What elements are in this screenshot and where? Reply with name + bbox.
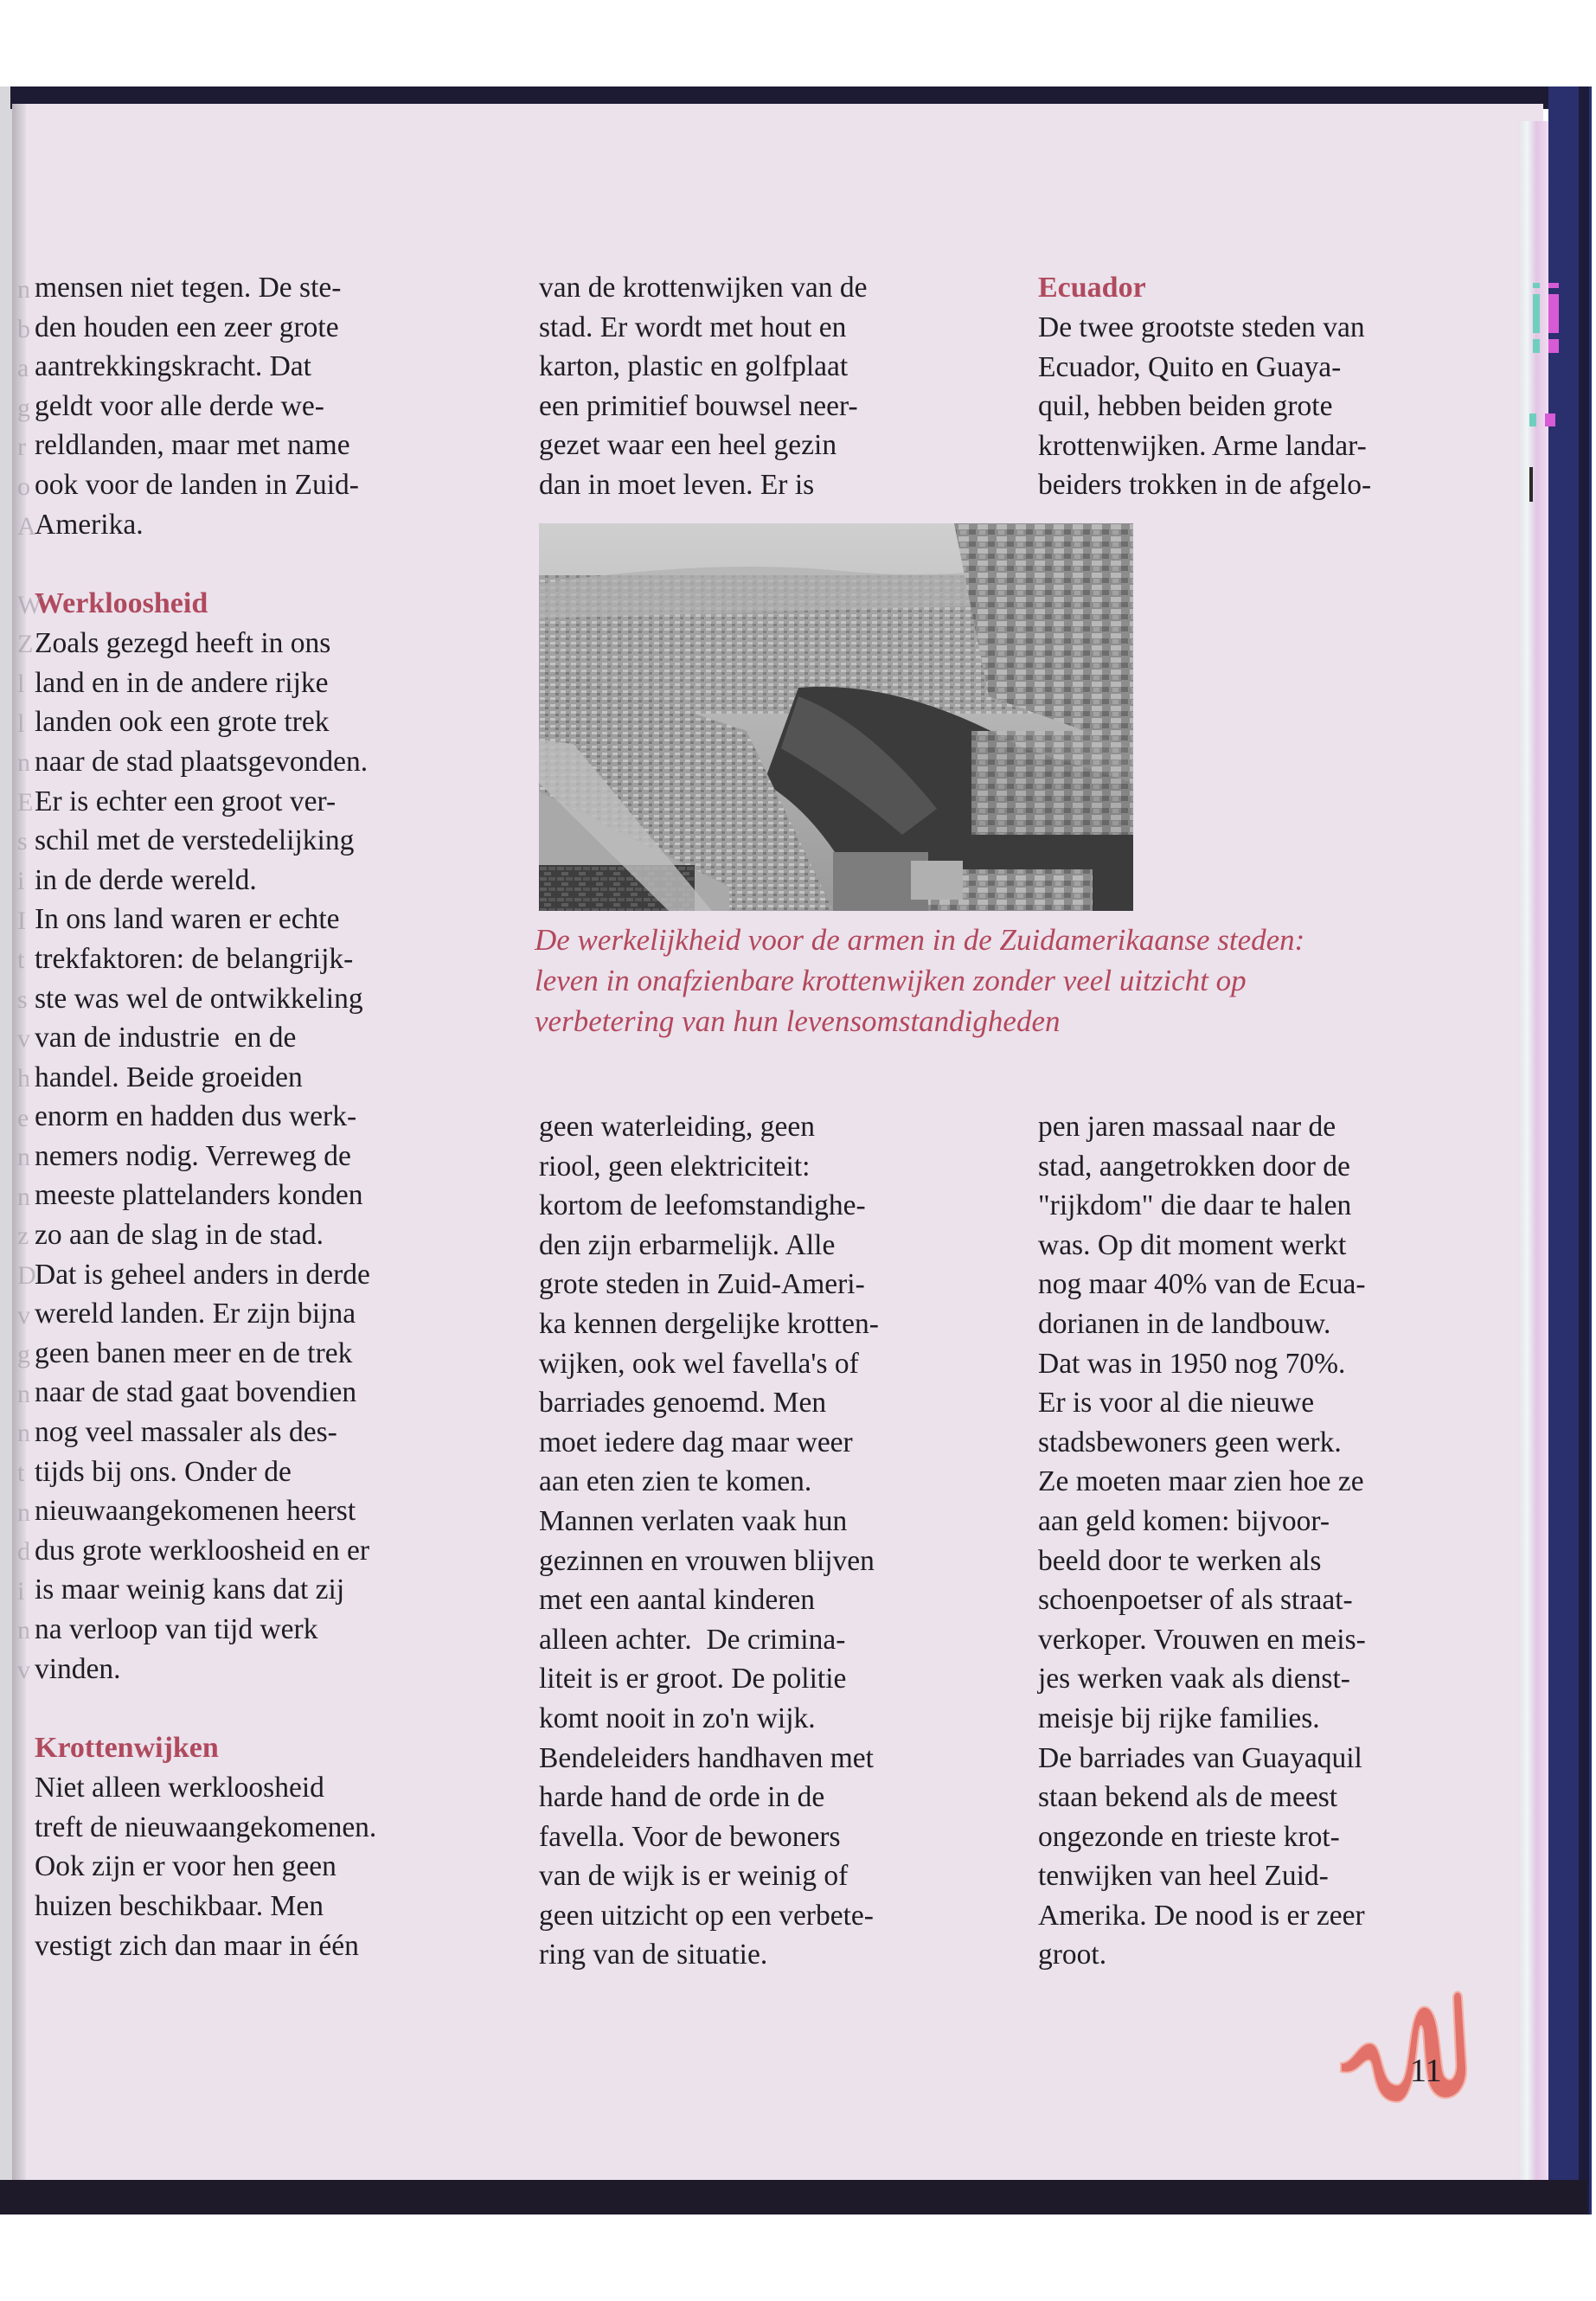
text-line: krottenwijken. Arme landar- (1038, 429, 1367, 462)
text-line: ka kennen dergelijke krotten- (539, 1307, 879, 1340)
text-line: staan bekend als de meest (1038, 1781, 1338, 1814)
index-tab-teal (1529, 413, 1536, 426)
text-line: landen ook een grote trek (35, 706, 330, 739)
text-line: favella. Voor de bewoners (539, 1820, 841, 1853)
column-2-top (539, 268, 1006, 505)
bleed-letter: n (17, 748, 30, 778)
text-line: kortom de leefomstandighe- (539, 1189, 866, 1222)
bleed-letter: W (17, 590, 42, 619)
book-spine-edge (1579, 87, 1589, 2214)
bleed-letter: D (17, 1261, 36, 1290)
text-line: van de krottenwijken van de (539, 272, 868, 304)
column-3-bottom (1038, 1107, 1505, 1975)
text-line: Niet alleen werkloosheid (35, 1772, 324, 1804)
text-line: alleen achter. De crimina- (539, 1623, 846, 1656)
text-line: wereld landen. Er zijn bijna (35, 1298, 356, 1330)
column-2-bottom (539, 1107, 1006, 1975)
text-line: handel. Beide groeiden (35, 1061, 303, 1093)
bleed-letter: d (17, 1537, 30, 1567)
section-heading-werkloosheid: Werkloosheid (35, 587, 208, 620)
bleed-letter: n (17, 1419, 30, 1448)
text-line: ook voor de landen in Zuid- (35, 468, 359, 501)
text-line: aan eten zien te komen. (539, 1465, 812, 1498)
caption-line: De werkelijkheid voor de armen in de Zuidamerikaanse steden: (535, 923, 1305, 957)
index-tab-pink (1548, 339, 1559, 353)
section-heading-ecuador: Ecuador (1038, 272, 1146, 304)
bleed-letter: b (17, 314, 30, 343)
text-line: met een aantal kinderen (539, 1584, 816, 1617)
text-line: na verloop van tijd werk (35, 1613, 318, 1645)
text-line: tenwijken van heel Zuid- (1038, 1860, 1329, 1893)
column-2-bottom-body (539, 1107, 1006, 1975)
column-1-intro (35, 268, 502, 544)
text-line: in de derde wereld. (35, 863, 257, 896)
bleed-letter: g (17, 1340, 30, 1369)
bleed-letter: l (17, 670, 25, 698)
text-line: trekfaktoren: de belangrijk- (35, 942, 354, 975)
bleed-letter: t (17, 1458, 25, 1487)
text-line: nog veel massaler als des- (35, 1416, 337, 1449)
text-line: jes werken vaak als dienst- (1038, 1663, 1350, 1695)
text-line: den houden een zeer grote (35, 311, 339, 343)
wave-logo-icon (1336, 1981, 1484, 2111)
bleed-letter: n (17, 1497, 30, 1527)
bleed-letter: r (17, 433, 26, 462)
text-line: Mannen verlaten vaak hun (539, 1504, 848, 1537)
text-line: Ze moeten maar zien hoe ze (1038, 1465, 1364, 1498)
text-line: nog maar 40% van de Ecua- (1038, 1268, 1366, 1301)
text-line: gezinnen en vrouwen blijven (539, 1544, 875, 1577)
text-line: karton, plastic en golfplaat (539, 350, 849, 383)
text-line: Er is voor al die nieuwe (1038, 1387, 1315, 1420)
text-line: aan geld komen: bijvoor- (1038, 1504, 1330, 1537)
column-3-top (1038, 268, 1505, 505)
text-line: Dat was in 1950 nog 70%. (1038, 1347, 1346, 1380)
index-tab-dark (1529, 467, 1533, 502)
section-krottenwijken-body (35, 1768, 502, 1965)
text-line: vestigt zich dan maar in één (35, 1929, 359, 1962)
index-tab-pink (1545, 413, 1555, 426)
text-line: geen uitzicht op een verbete- (539, 1899, 874, 1932)
text-line: grote steden in Zuid-Ameri- (539, 1268, 865, 1301)
text-line: quil, hebben beiden grote (1038, 390, 1333, 423)
text-line: reldlanden, maar met name (35, 429, 350, 462)
caption-line: leven in onafzienbare krottenwijken zonder veel uitzicht op (535, 964, 1247, 997)
text-line: Ecuador, Quito en Guaya- (1038, 350, 1342, 383)
text-line: ste was wel de ontwikkeling (35, 982, 363, 1015)
bleed-letter: v (17, 1024, 30, 1054)
text-line: dorianen in de landbouw. (1038, 1307, 1331, 1340)
text-line: pen jaren massaal naar de (1038, 1111, 1336, 1143)
bleed-letter: e (17, 1103, 29, 1132)
text-line: van de industrie en de (35, 1022, 297, 1054)
bleed-letter: l (17, 708, 25, 738)
bleed-letter: g (17, 393, 30, 422)
text-line: geldt voor alle derde we- (35, 389, 324, 422)
book-cover-bottom (0, 2180, 1587, 2214)
text-line: was. Op dit moment werkt (1038, 1228, 1347, 1261)
text-line: barriades genoemd. Men (539, 1387, 827, 1420)
text-line: aantrekkingskracht. Dat (35, 350, 311, 383)
text-line: beiders trokken in de afgelo- (1038, 469, 1372, 502)
text-line: naar de stad gaat bovendien (35, 1376, 357, 1409)
bleed-letter: h (17, 1064, 30, 1093)
index-tab-teal (1533, 283, 1540, 288)
text-line: In ons land waren er echte (35, 903, 340, 936)
section-werkloosheid-body (35, 624, 502, 1689)
text-line: een primitief bouwsel neer- (539, 389, 858, 422)
logo-wave-shape (1341, 1992, 1466, 2103)
text-line: huizen beschikbaar. Men (35, 1889, 324, 1922)
text-line: Amerika. (35, 508, 144, 541)
text-line: harde hand de orde in de (539, 1781, 825, 1814)
text-line: geen waterleiding, geen (539, 1111, 816, 1143)
column-3-top-body (1038, 308, 1505, 505)
column-1 (35, 268, 502, 1965)
slum-photo (539, 523, 1133, 911)
section-heading-krottenwijken: Krottenwijken (35, 1732, 219, 1765)
text-line: tijds bij ons. Onder de (35, 1455, 292, 1488)
bleed-letter: s (17, 827, 28, 856)
bleed-letter: z (17, 1221, 29, 1251)
photo-caption (535, 920, 1503, 1042)
text-line: stadsbewoners geen werk. (1038, 1426, 1342, 1458)
text-line: nieuwaangekomenen heerst (35, 1495, 356, 1528)
caption-line: verbetering van hun levensomstandigheden (535, 1004, 1061, 1038)
text-line: Er is echter een groot ver- (35, 785, 337, 817)
text-line: dus grote werkloosheid en er (35, 1534, 370, 1567)
text-line: is maar weinig kans dat zij (35, 1574, 345, 1606)
page-edge-stack (1518, 121, 1548, 2180)
bleed-letter: n (17, 1616, 30, 1645)
bleed-letter: a (17, 354, 29, 383)
bleed-letter: Z (17, 630, 34, 659)
bleed-letter: n (17, 1143, 30, 1172)
text-line: enorm en hadden dus werk- (35, 1100, 357, 1133)
index-tab-teal (1533, 294, 1540, 333)
index-tab-pink (1548, 294, 1559, 333)
bleed-letter: E (17, 787, 34, 817)
text-line: gezet waar een heel gezin (539, 429, 837, 462)
text-line: stad, aangetrokken door de (1038, 1150, 1350, 1183)
text-line: schil met de verstedelijking (35, 824, 355, 857)
text-line: groot. (1038, 1939, 1107, 1971)
bleed-letter: i (17, 1576, 25, 1606)
text-line: meeste plattelanders konden (35, 1179, 363, 1212)
text-line: riool, geen elektriciteit: (539, 1150, 811, 1183)
text-line: van de wijk is er weinig of (539, 1860, 849, 1893)
column-3-bottom-body (1038, 1107, 1505, 1975)
bleed-letter: s (17, 984, 28, 1014)
text-line: De twee grootste steden van (1038, 311, 1365, 343)
text-line: vinden. (35, 1652, 121, 1685)
bleed-letter: o (17, 472, 30, 501)
slum-photo-image (539, 523, 1133, 911)
bleed-letter: i (17, 867, 25, 895)
index-tab-pink (1548, 283, 1559, 288)
text-line: mensen niet tegen. De ste- (35, 272, 342, 304)
text-line: ongezonde en trieste krot- (1038, 1820, 1340, 1853)
text-line: komt nooit in zo'n wijk. (539, 1702, 816, 1734)
bleed-letter: A (17, 511, 36, 541)
bleed-letter: n (17, 1379, 30, 1408)
text-line: land en in de andere rijke (35, 666, 329, 699)
text-line: beeld door te werken als (1038, 1544, 1322, 1577)
text-line: wijken, ook wel favella's of (539, 1347, 859, 1380)
text-line: Amerika. De nood is er zeer (1038, 1899, 1365, 1932)
bleed-letter: v (17, 1656, 30, 1684)
bleed-letter: I (17, 906, 26, 935)
column-2-top-body (539, 268, 1006, 505)
page-number: 11 (1410, 2053, 1442, 2089)
text-line: "rijkdom" die daar te halen (1038, 1189, 1352, 1222)
text-line: verkoper. Vrouwen en meis- (1038, 1623, 1366, 1656)
text-line: ring van de situatie. (539, 1939, 768, 1971)
text-line: De barriades van Guayaquil (1038, 1741, 1362, 1774)
bleed-letter: n (17, 275, 30, 304)
text-line: nemers nodig. Verreweg de (35, 1139, 351, 1172)
text-line: meisje bij rijke families. (1038, 1702, 1320, 1734)
text-line: treft de nieuwaangekomenen. (35, 1811, 377, 1843)
text-line: Bendeleiders handhaven met (539, 1741, 874, 1774)
text-line: Zoals gezegd heeft in ons (35, 627, 331, 660)
text-line: stad. Er wordt met hout en (539, 311, 847, 343)
text-line: moet iedere dag maar weer (539, 1426, 853, 1458)
photo-caption-text (535, 920, 1503, 1042)
bleed-letter: t (17, 945, 25, 975)
text-line: schoenpoetser of als straat- (1038, 1584, 1353, 1617)
text-line: dan in moet leven. Er is (539, 468, 815, 501)
text-line: zo aan de slag in de stad. (35, 1219, 324, 1252)
bleed-letter: n (17, 1182, 30, 1211)
text-line: Dat is geheel anders in derde (35, 1258, 370, 1291)
text-line: geen banen meer en de trek (35, 1336, 353, 1369)
index-tab-teal (1533, 339, 1540, 353)
text-line: naar de stad plaatsgevonden. (35, 745, 369, 778)
text-line: liteit is er groot. De politie (539, 1663, 847, 1695)
text-line: den zijn erbarmelijk. Alle (539, 1228, 836, 1261)
book-cover-left-edge (0, 87, 12, 2214)
bleed-letter: v (17, 1300, 30, 1330)
text-line: Ook zijn er voor hen geen (35, 1850, 337, 1883)
